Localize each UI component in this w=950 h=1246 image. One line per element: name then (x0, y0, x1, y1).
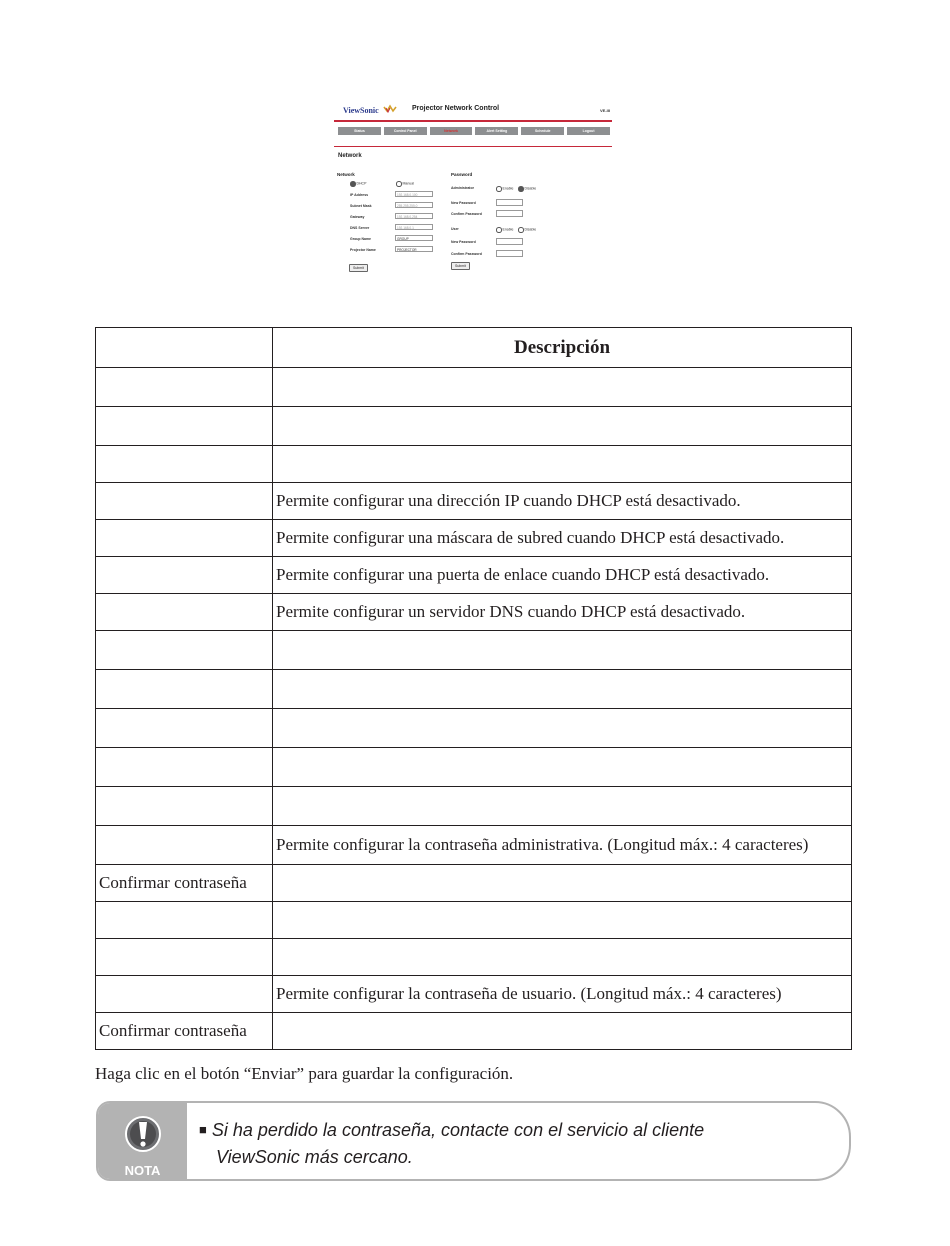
birds-logo-icon (383, 104, 397, 113)
table-row (96, 709, 852, 748)
note-box (96, 1101, 851, 1181)
description-cell (273, 368, 852, 407)
manual-radio[interactable]: Manual (396, 181, 414, 187)
tab-alert-setting[interactable]: Alert Setting (475, 127, 518, 135)
password-submit-button[interactable]: Submit (451, 262, 470, 270)
item-cell (96, 631, 273, 670)
description-cell (273, 631, 852, 670)
description-cell: Permite configurar una dirección IP cuando DHCP está desactivado. (273, 483, 852, 520)
user-enable-radio[interactable]: Enable (496, 227, 513, 233)
table-row (96, 520, 852, 557)
table-row (96, 670, 852, 709)
item-cell (96, 446, 273, 483)
table-row (96, 939, 852, 976)
table-row (96, 748, 852, 787)
description-cell: Permite configurar un servidor DNS cuando DHCP está desactivado. (273, 594, 852, 631)
description-cell (273, 787, 852, 826)
group-name-label: Group Name (350, 237, 372, 241)
table-row (96, 594, 852, 631)
item-cell (96, 709, 273, 748)
description-cell: Permite configurar una puerta de enlace cuando DHCP está desactivado. (273, 557, 852, 594)
dns-server-input[interactable]: 192.168.0.1 (395, 224, 433, 230)
submit-instruction: Haga clic en el botón “Enviar” para guardar la configuración. (95, 1064, 514, 1083)
description-cell (273, 939, 852, 976)
network-submit-button[interactable]: Submit (349, 264, 368, 272)
dhcp-radio[interactable]: DHCP (350, 181, 366, 187)
item-cell (96, 787, 273, 826)
item-cell (96, 407, 273, 446)
table-header-row (96, 328, 852, 368)
user-confirm-password-input[interactable] (496, 250, 523, 257)
item-cell: Confirmar contraseña (96, 1013, 273, 1050)
header-cell-item (96, 328, 273, 368)
tab-schedule[interactable]: Schedule (521, 127, 564, 135)
square-bullet-icon: ■ (199, 1122, 207, 1137)
item-cell (96, 748, 273, 787)
item-cell (96, 939, 273, 976)
settings-description-table (95, 327, 852, 1050)
brand-logo: ViewSonic (343, 106, 379, 115)
description-cell (273, 1013, 852, 1050)
ip-address-label: IP Address (350, 193, 369, 197)
subnet-mask-input[interactable]: 255.255.255.0 (395, 202, 433, 208)
table-row (96, 446, 852, 483)
password-heading: Password (451, 172, 473, 177)
note-badge (98, 1103, 187, 1179)
description-cell: Permite configurar la contraseña de usuario. (Longitud máx.: 4 caracteres) (273, 976, 852, 1013)
description-cell (273, 446, 852, 483)
item-cell: Confirmar contraseña (96, 865, 273, 902)
item-cell (96, 826, 273, 865)
table-row (96, 826, 852, 865)
table-row (96, 368, 852, 407)
exclamation-warning-icon (124, 1114, 162, 1158)
description-cell (273, 670, 852, 709)
item-cell (96, 557, 273, 594)
version-label: VE-III (599, 108, 610, 113)
admin-confirm-password-label: Confirm Password (451, 212, 482, 216)
user-new-password-input[interactable] (496, 238, 523, 245)
item-cell (96, 976, 273, 1013)
section-title: Network (338, 153, 362, 159)
description-cell (273, 748, 852, 787)
nav-tabs (338, 127, 610, 135)
description-cell (273, 407, 852, 446)
user-disable-radio[interactable]: Disable (518, 227, 536, 233)
table-row (96, 787, 852, 826)
group-name-input[interactable]: GROUP (395, 235, 433, 241)
gateway-input[interactable]: 192.168.0.254 (395, 213, 433, 219)
admin-enable-radio[interactable]: Enable (496, 186, 513, 192)
description-cell (273, 902, 852, 939)
tabs-divider (334, 146, 612, 147)
table-row (96, 865, 852, 902)
subnet-mask-label: Subnet Mask (350, 204, 372, 208)
app-title: Projector Network Control (412, 105, 500, 112)
table-row (96, 557, 852, 594)
item-cell (96, 902, 273, 939)
item-cell (96, 520, 273, 557)
table-row (96, 1013, 852, 1050)
dns-server-label: DNS Server (350, 226, 370, 230)
user-label: User (451, 227, 459, 231)
network-heading: Network (337, 172, 355, 177)
header-cell-description: Descripción (273, 328, 852, 368)
table-row (96, 483, 852, 520)
user-new-password-label: New Password (451, 240, 476, 244)
item-cell (96, 483, 273, 520)
note-label: NOTA (124, 1163, 161, 1178)
note-line-1: Si ha perdido la contraseña, contacte con el servicio al cliente (211, 1120, 705, 1140)
network-settings-screenshot (334, 100, 612, 285)
tab-status[interactable]: Status (338, 127, 381, 135)
admin-new-password-label: New Password (451, 201, 476, 205)
admin-confirm-password-input[interactable] (496, 210, 523, 217)
description-cell: Permite configurar la contraseña administrativa. (Longitud máx.: 4 caracteres) (273, 826, 852, 865)
projector-name-label: Projector Name (350, 248, 376, 252)
note-line-2: ViewSonic más cercano. (216, 1147, 413, 1167)
tab-control-panel[interactable]: Control Panel (384, 127, 427, 135)
table-row (96, 902, 852, 939)
admin-new-password-input[interactable] (496, 199, 523, 206)
tab-network[interactable]: Network (430, 127, 473, 135)
note-text (199, 1116, 704, 1171)
item-cell (96, 670, 273, 709)
table-row (96, 631, 852, 670)
user-confirm-password-label: Confirm Password (451, 252, 482, 256)
table-row (96, 407, 852, 446)
item-cell (96, 594, 273, 631)
ip-address-input[interactable]: 192.168.0.100 (395, 191, 433, 197)
tab-logout[interactable]: Logout (567, 127, 610, 135)
administrator-label: Administrator (451, 186, 474, 190)
item-cell (96, 368, 273, 407)
table-row (96, 976, 852, 1013)
projector-name-input[interactable]: PROJECTOR (395, 246, 433, 252)
description-cell (273, 709, 852, 748)
header-divider (334, 120, 612, 122)
admin-disable-radio[interactable]: Disable (518, 186, 536, 192)
description-cell: Permite configurar una máscara de subred cuando DHCP está desactivado. (273, 520, 852, 557)
gateway-label: Gateway (350, 215, 365, 219)
description-cell (273, 865, 852, 902)
